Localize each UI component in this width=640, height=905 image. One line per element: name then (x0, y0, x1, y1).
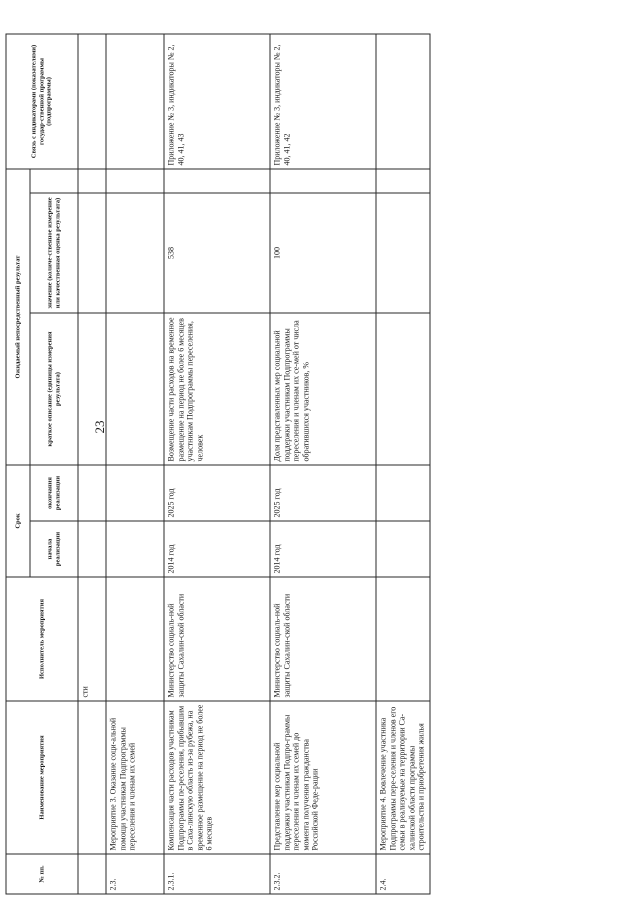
cell-end: 2025 год (164, 465, 270, 521)
cell-value: 538 (164, 193, 270, 313)
header-name: Наименование мероприятия (6, 701, 78, 854)
table-row (106, 34, 164, 894)
cell-executor: Министерство социаль-ной защиты Сахалин-ской области (270, 577, 376, 701)
cell-end (376, 465, 430, 521)
cell-no: 2.3. (106, 854, 164, 894)
cell-end (106, 465, 164, 521)
header-executor: Исполнитель мероприятия (6, 577, 78, 701)
header-term-end: окончания реализации (30, 465, 78, 521)
cell-spacer (106, 169, 164, 193)
cell-link (106, 34, 164, 169)
cell-spacer (164, 169, 270, 193)
cell-desc (78, 313, 106, 465)
header-expected-value: значение (количе-ственное измерение или качественная оценка результата) (30, 193, 78, 313)
header-term: Срок (6, 465, 30, 577)
cell-start (106, 521, 164, 577)
table-row (376, 34, 430, 894)
cell-spacer (270, 169, 376, 193)
cell-name (78, 701, 106, 854)
cell-start: 2014 год (270, 521, 376, 577)
cell-executor (376, 577, 430, 701)
cell-name: Компенсация части расходов участникам Подпрограммы пе-реселения, прибывшим в Саха-линскую область из-за рубежа, на временное размещение на период не более 6 месяцев (164, 701, 270, 854)
cell-executor: сти (78, 577, 106, 701)
cell-name: Мероприятие 3. Оказание соци-альной помощи участникам Подпрограммы переселения и членам их семей (106, 701, 164, 854)
cell-no: 2.3.2. (270, 854, 376, 894)
cell-start: 2014 год (164, 521, 270, 577)
cell-link (376, 34, 430, 169)
cell-value (78, 193, 106, 313)
cell-spacer (78, 169, 106, 193)
cell-start (376, 521, 430, 577)
cell-no (78, 854, 106, 894)
header-no: № пп. (6, 854, 78, 894)
header-term-start: начала реализации (30, 521, 78, 577)
cell-desc: Возмещение части расходов на временное размещение на период не более 6 месяцев участникам Подпрограммы переселения, человек (164, 313, 270, 465)
header-expected-desc: краткое описание (единицы измерения результата) (30, 313, 78, 465)
cell-no: 2.4. (376, 854, 430, 894)
header-expected: Ожидаемый непосредственный результат (6, 169, 30, 465)
cell-name: Представление мер социальной поддержки участникам Подпро-граммы переселения и членам их семей до момента получения гражданства Российской Феде-рации (270, 701, 376, 854)
cell-spacer (376, 169, 430, 193)
cell-end (78, 465, 106, 521)
cell-desc (106, 313, 164, 465)
cell-name: Мероприятие 4. Вовлечение участника Подпрограммы пере-селения и членов его семьи в реализуемые на территории Са-халинской области программы строительства и приобретения жилья (376, 701, 430, 854)
header-indicators: Связь с индикаторами (показателями) государ-ственной программы (подпрограммы) (6, 34, 78, 169)
rotated-table-container (6, 35, 431, 895)
page-number: 23 (92, 420, 107, 434)
cell-value (376, 193, 430, 313)
cell-value (106, 193, 164, 313)
table-row (164, 34, 270, 894)
cell-link: Приложение № 3, индикаторы № 2, 40, 41, 43 (164, 34, 270, 169)
cell-value: 100 (270, 193, 376, 313)
cell-executor: Министерство социаль-ной защиты Сахалин-ской области (164, 577, 270, 701)
cell-desc: Доля представленных мер социальной поддержки участникам Подпрограммы переселения и членам их се-мей от числа обратившихся участников, % (270, 313, 376, 465)
cell-link (78, 34, 106, 169)
cell-no: 2.3.1. (164, 854, 270, 894)
table-row (270, 34, 376, 894)
table-row (78, 34, 106, 894)
cell-start (78, 521, 106, 577)
header-spacer (30, 169, 78, 193)
cell-end: 2025 год (270, 465, 376, 521)
cell-link: Приложение № 3, индикаторы № 2, 40, 41, 42 (270, 34, 376, 169)
activities-table (6, 34, 431, 895)
cell-executor (106, 577, 164, 701)
cell-desc (376, 313, 430, 465)
